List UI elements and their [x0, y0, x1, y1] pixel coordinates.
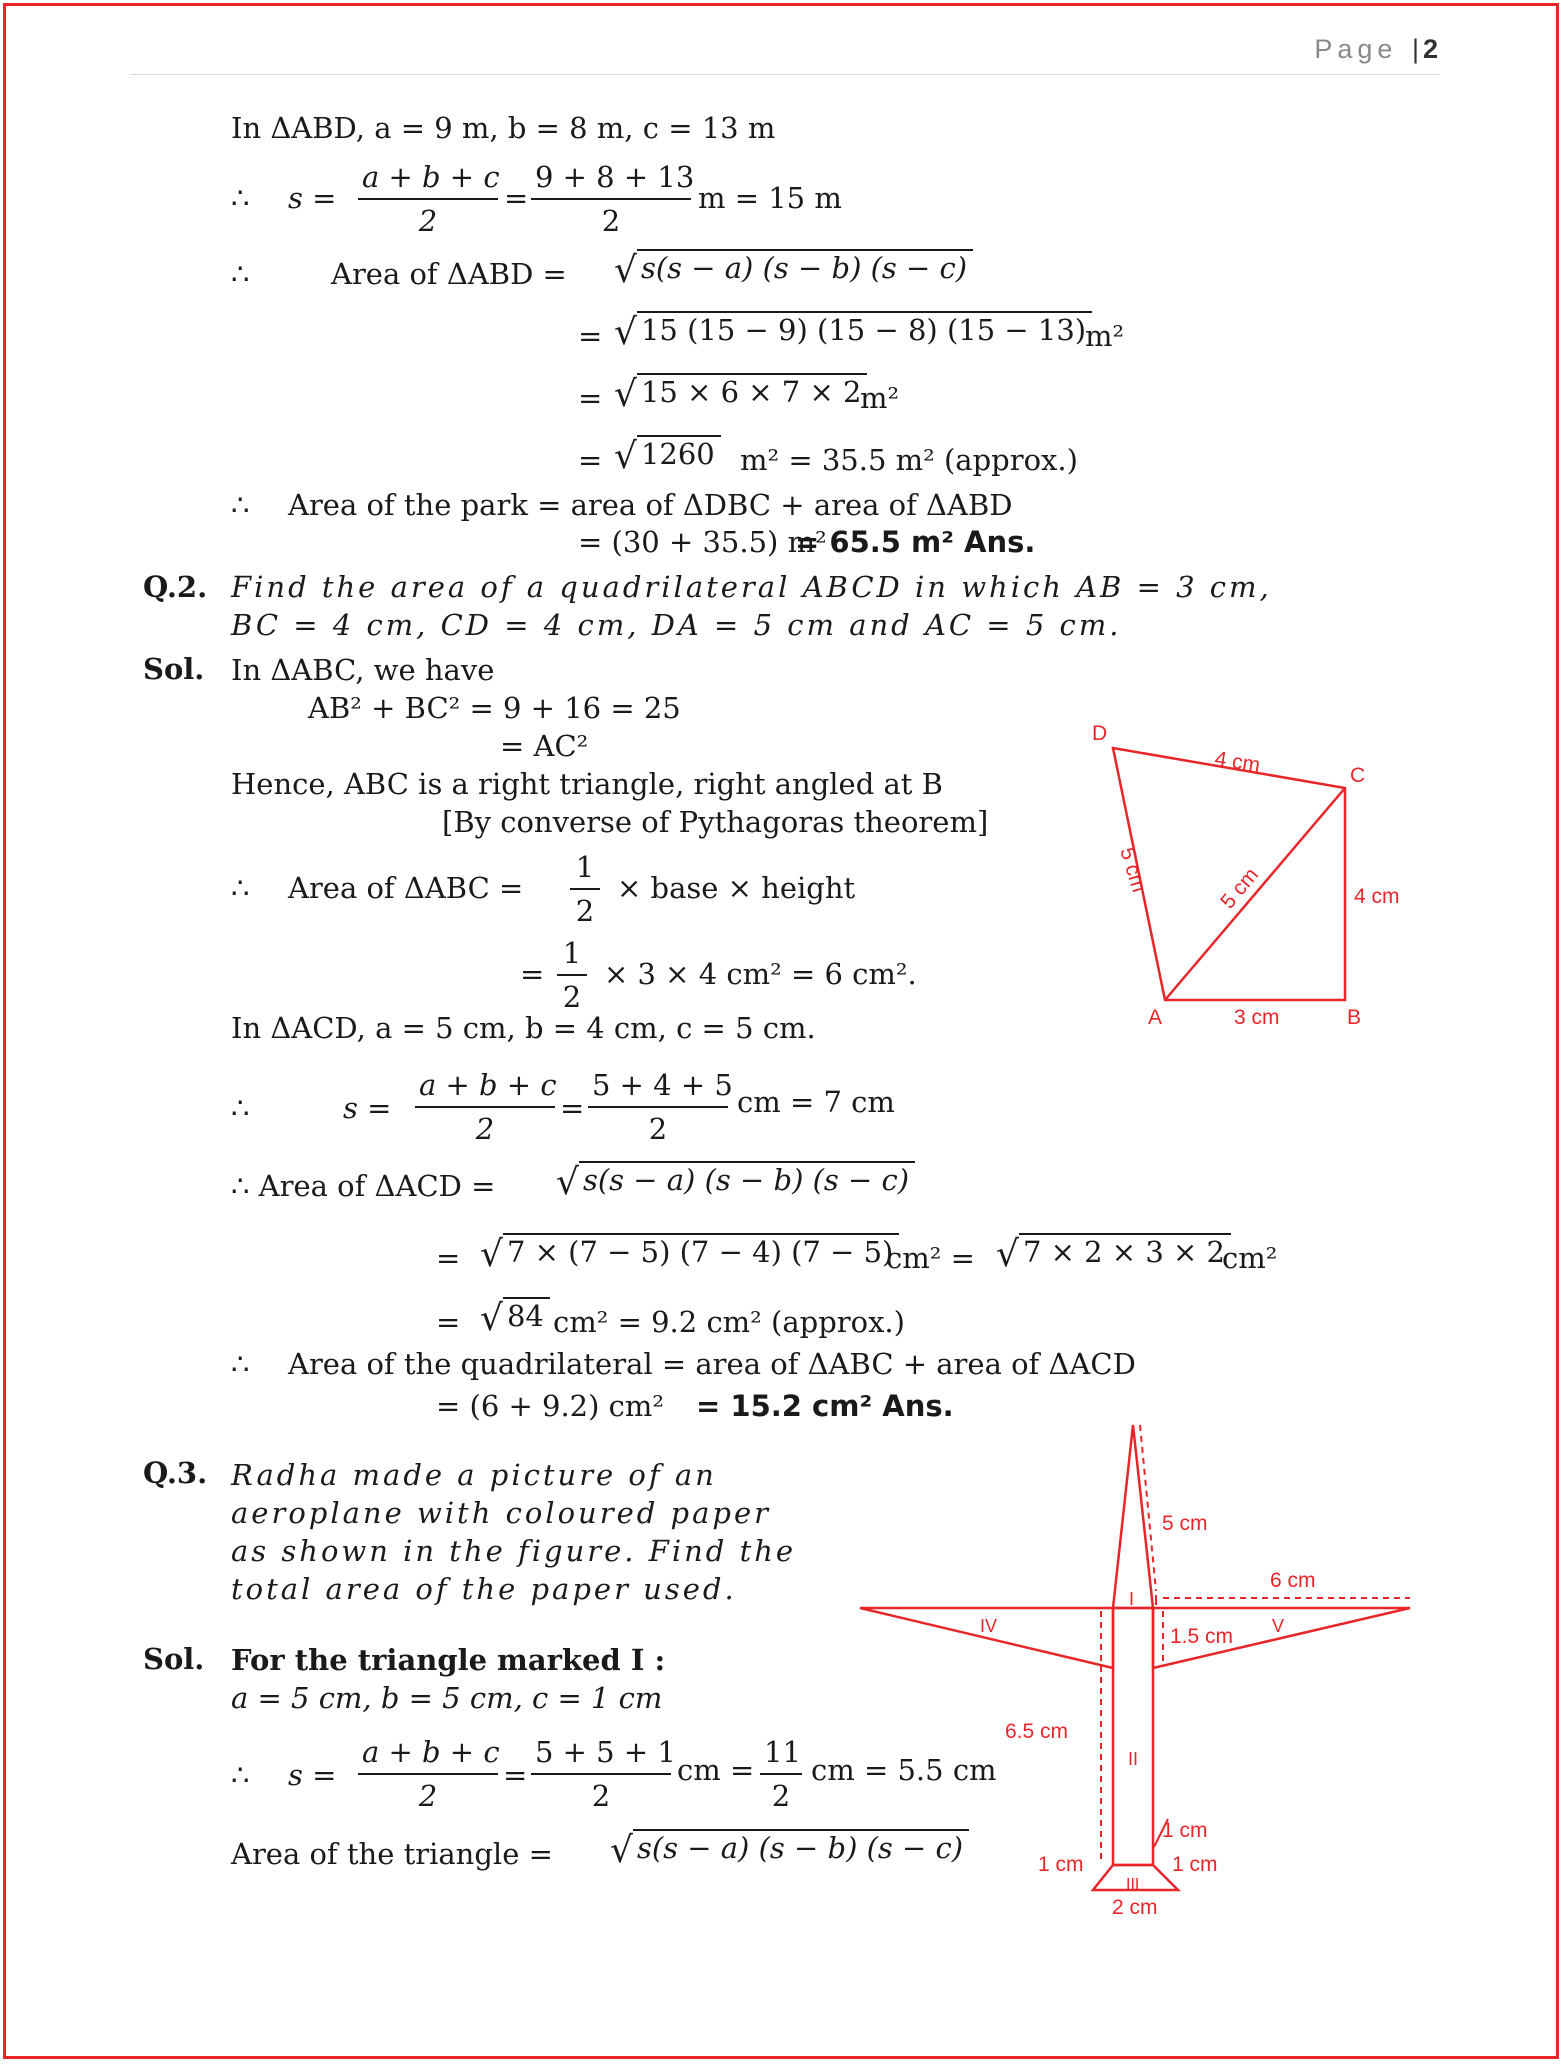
- therefore-symbol: ∴: [231, 1091, 250, 1125]
- area-abd-formula: √ s(s − a) (s − b) (s − c): [614, 250, 973, 291]
- dim-wing-label: 6 cm: [1270, 1569, 1316, 1592]
- s-label: s =: [343, 1091, 392, 1125]
- q2-line2: AB² + BC² = 9 + 16 = 25: [308, 691, 681, 725]
- rectangle-ii: [1113, 1608, 1153, 1865]
- q3-sol-label: Sol.: [143, 1642, 205, 1676]
- park-area-label: Area of the park = area of ΔDBC + area of ΔABD: [288, 488, 1013, 522]
- q3-heading: For the triangle marked I :: [231, 1643, 666, 1677]
- therefore-symbol: ∴: [231, 181, 250, 215]
- park-area-calc: = (30 + 35.5) m²: [578, 525, 827, 559]
- vertex-a: A: [1148, 1006, 1163, 1029]
- equals: =: [578, 319, 603, 353]
- label-ab: 3 cm: [1234, 1006, 1280, 1029]
- q2-line1: In ΔABC, we have: [231, 653, 495, 687]
- therefore-symbol: ∴: [231, 488, 250, 522]
- region-iv: IV: [980, 1616, 998, 1636]
- abc-area-label: Area of ΔABC =: [288, 871, 524, 905]
- dim-top-label: 5 cm: [1162, 1512, 1208, 1535]
- quad-area-answer: = 15.2 cm² Ans.: [696, 1389, 954, 1423]
- s2-fraction-1: $\frac{a + b + c}{2}$: [415, 1068, 555, 1146]
- half-fraction: $\frac{1}{2}$: [570, 850, 600, 928]
- s-fraction-2: $\frac{9 + 8 + 13}{2}$: [531, 160, 691, 238]
- s-result: m = 15 m: [698, 181, 842, 215]
- s2-result: cm = 7 cm: [737, 1085, 895, 1119]
- dim-tail-left-label: 1 cm: [1038, 1853, 1084, 1876]
- area-abd-step3: √ 1260: [614, 436, 721, 477]
- acd-area-approx: cm² = 9.2 cm² (approx.): [553, 1305, 905, 1339]
- acd-area-label: ∴ Area of ΔACD =: [231, 1169, 496, 1203]
- s3-fraction-3: $\frac{11}{2}$: [760, 1735, 802, 1813]
- dim-tail-base-label: 2 cm: [1112, 1896, 1158, 1915]
- equals: =: [560, 1091, 585, 1125]
- label-cb: 4 cm: [1354, 885, 1400, 908]
- region-iii: III: [1126, 1876, 1140, 1893]
- q2-question-line2: BC = 4 cm, CD = 4 cm, DA = 5 cm and AC = 5 cm.: [231, 608, 1122, 642]
- equals: =: [504, 181, 529, 215]
- aeroplane-figure: [850, 1415, 1430, 1915]
- q2-sol-label: Sol.: [143, 652, 205, 686]
- s3-fraction-2: $\frac{5 + 5 + 1}{2}$: [531, 1735, 671, 1813]
- q2-line4: Hence, ABC is a right triangle, right angled at B: [231, 767, 943, 801]
- equals: =: [520, 957, 545, 991]
- quad-shape: [1113, 748, 1345, 1000]
- park-area-answer: = 65.5 m² Ans.: [795, 525, 1036, 559]
- s3-mid: cm =: [677, 1753, 755, 1787]
- region-i: I: [1129, 1589, 1135, 1609]
- s2-fraction-2: $\frac{5 + 4 + 5}{2}$: [588, 1068, 728, 1146]
- region-ii: II: [1128, 1749, 1139, 1769]
- label-da: 5 cm: [1115, 844, 1151, 895]
- s3-result: cm = 5.5 cm: [811, 1753, 997, 1787]
- quad-area-calc: = (6 + 9.2) cm²: [436, 1389, 665, 1423]
- unit-cm2: cm²: [1222, 1241, 1278, 1275]
- abc-area-calc: × 3 × 4 cm² = 6 cm².: [604, 957, 917, 991]
- half-fraction: $\frac{1}{2}$: [557, 936, 587, 1014]
- q3-question-line: Radha made a picture of an: [231, 1458, 717, 1492]
- dim-tail-right-label: 1 cm: [1172, 1853, 1218, 1876]
- label-dc: 4 cm: [1213, 747, 1262, 778]
- q2-question-line1: Find the area of a quadrilateral ABCD in which AB = 3 cm,: [231, 570, 1272, 604]
- q2-line5: [By converse of Pythagoras theorem]: [442, 805, 989, 839]
- area-abd-approx: m² = 35.5 m² (approx.): [740, 443, 1078, 477]
- acd-area-step1b: √ 7 × 2 × 3 × 2: [996, 1234, 1231, 1275]
- vertex-b: B: [1347, 1006, 1362, 1029]
- therefore-symbol: ∴: [231, 1758, 250, 1792]
- q3-question-line: aeroplane with coloured paper: [231, 1496, 771, 1530]
- therefore-symbol: ∴: [231, 1347, 250, 1381]
- page-header: Page | 2: [1314, 34, 1438, 64]
- unit-m2: m²: [1085, 319, 1125, 353]
- quadrilateral-figure: [1080, 720, 1420, 1040]
- q2-line3: = AC²: [500, 729, 589, 763]
- triangle-i: [1113, 1425, 1153, 1608]
- abd-intro: In ΔABD, a = 9 m, b = 8 m, c = 13 m: [231, 111, 776, 145]
- s-label: s =: [288, 181, 337, 215]
- s3-fraction-1: $\frac{a + b + c}{2}$: [358, 1735, 498, 1813]
- q3-question-line: total area of the paper used.: [231, 1572, 737, 1606]
- quad-area-label: Area of the quadrilateral = area of ΔABC + area of ΔACD: [288, 1347, 1136, 1381]
- acd-intro: In ΔACD, a = 5 cm, b = 4 cm, c = 5 cm.: [231, 1011, 816, 1045]
- label-ac: 5 cm: [1216, 863, 1264, 914]
- equals: =: [578, 443, 603, 477]
- dim-body-label: 6.5 cm: [1005, 1720, 1069, 1743]
- s-label: s =: [288, 1758, 337, 1792]
- abc-area-tail: × base × height: [617, 871, 856, 905]
- area-abd-step2: √ 15 × 6 × 7 × 2: [614, 374, 867, 415]
- acd-area-step1-mid: cm² =: [886, 1241, 975, 1275]
- equals: =: [436, 1305, 461, 1339]
- q2-label: Q.2.: [143, 570, 208, 604]
- equals: =: [436, 1241, 461, 1275]
- vertex-d: D: [1092, 722, 1108, 745]
- region-v: V: [1272, 1616, 1285, 1636]
- diagonal-ac: [1165, 788, 1345, 1000]
- equals: =: [578, 381, 603, 415]
- dim-tail-inner-label: 1 cm: [1162, 1819, 1208, 1842]
- unit-m2: m²: [860, 381, 900, 415]
- acd-area-step2: √ 84: [480, 1298, 550, 1339]
- dim-wing-height-label: 1.5 cm: [1170, 1625, 1234, 1648]
- triangle-area-label: Area of the triangle =: [231, 1837, 553, 1871]
- triangle-area-formula: √ s(s − a) (s − b) (s − c): [610, 1830, 969, 1871]
- s-fraction-1: $\frac{a + b + c}{2}$: [358, 160, 498, 238]
- therefore-symbol: ∴: [231, 257, 250, 291]
- vertex-c: C: [1350, 764, 1366, 787]
- q3-sides: a = 5 cm, b = 5 cm, c = 1 cm: [231, 1681, 663, 1715]
- area-abd-label: Area of ΔABD =: [331, 257, 567, 291]
- q3-question-line: as shown in the figure. Find the: [231, 1534, 797, 1568]
- equals: =: [503, 1758, 528, 1792]
- header-rule: [130, 74, 1440, 75]
- therefore-symbol: ∴: [231, 871, 250, 905]
- acd-area-step1: √ 7 × (7 − 5) (7 − 4) (7 − 5): [480, 1234, 899, 1275]
- page-number: 2: [1422, 34, 1438, 64]
- q3-label: Q.3.: [143, 1456, 208, 1490]
- acd-area-formula: √ s(s − a) (s − b) (s − c): [556, 1162, 915, 1203]
- area-abd-step1: √ 15 (15 − 9) (15 − 8) (15 − 13): [614, 312, 1092, 353]
